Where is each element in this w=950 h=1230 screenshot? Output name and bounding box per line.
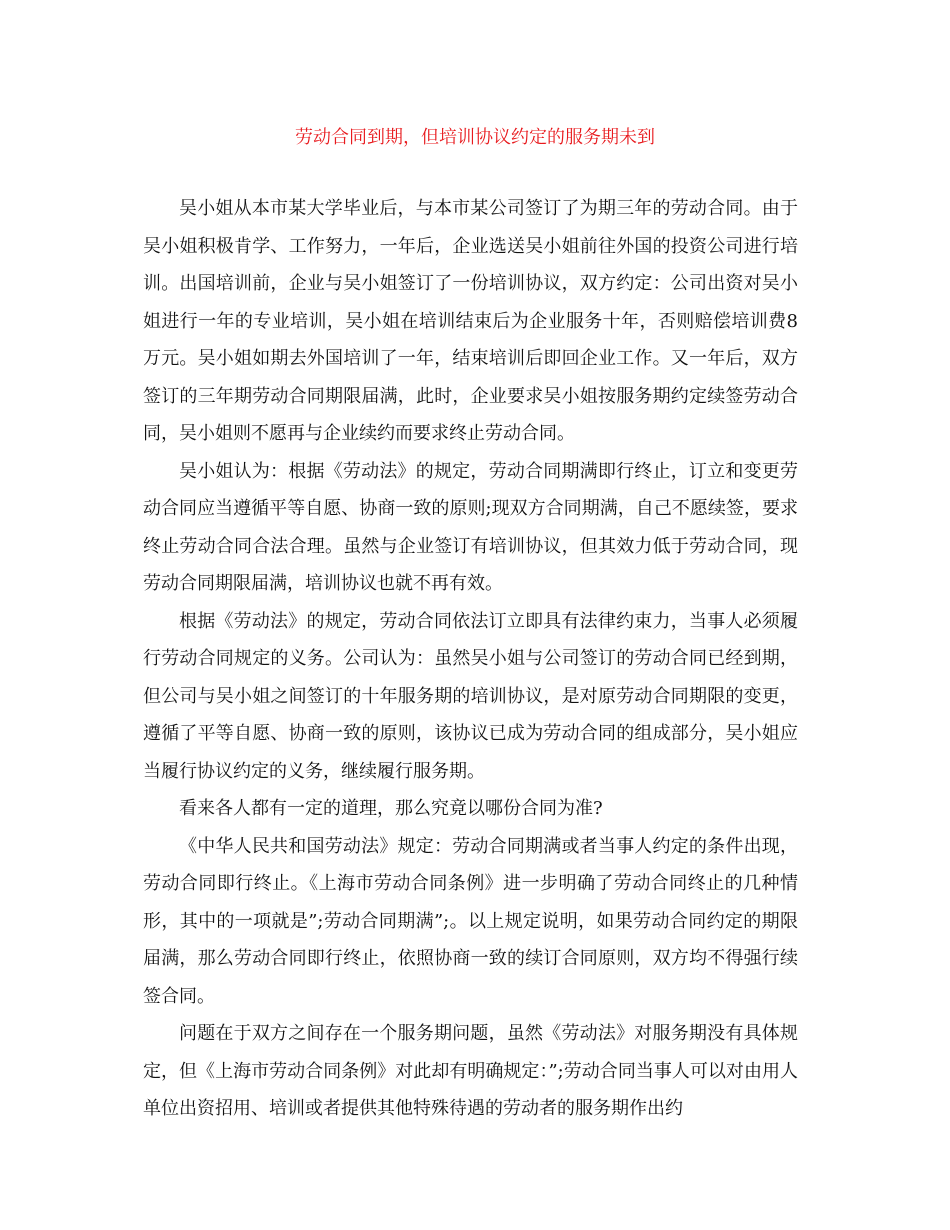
paragraph-1: 吴小姐从本市某大学毕业后，与本市某公司签订了为期三年的劳动合同。由于吴小姐积极肯学、工作努力，一年后，企业选送吴小姐前往外国的投资公司进行培训。出国培训前，企业与吴小姐签订了一份培训协议，双方约定：公司出资对吴小姐进行一年的专业培训，吴小姐在培训结束后为企业服务十年，否则赔偿培训费8万元。吴小姐如期去外国培训了一年，结束培训后即回企业工作。又一年后，双方签订的三年期劳动合同期限届满，此时，企业要求吴小姐按服务期约定续签劳动合同，吴小姐则不愿再与企业续约而要求终止劳动合同。 — [143, 198, 798, 444]
paragraph-6: 问题在于双方之间存在一个服务期问题，虽然《劳动法》对服务期没有具体规定，但《上海市劳动合同条例》对此却有明确规定：”;劳动合同当事人可以对由用人单位出资招用、培训或者提供其他特殊待遇的劳动者的服务期作出约 — [143, 1023, 798, 1119]
paragraph-3: 根据《劳动法》的规定，劳动合同依法订立即具有法律约束力，当事人必须履行劳动合同规定的义务。公司认为：虽然吴小姐与公司签订的劳动合同已经到期，但公司与吴小姐之间签订的十年服务期的培训协议，是对原劳动合同期限的变更，遵循了平等自愿、协商一致的原则，该协议已成为劳动合同的组成部分，吴小姐应当履行协议约定的义务，继续履行服务期。 — [143, 610, 798, 782]
paragraph-5: 《中华人民共和国劳动法》规定：劳动合同期满或者当事人约定的条件出现，劳动合同即行终止。《上海市劳动合同条例》进一步明确了劳动合同终止的几种情形，其中的一项就是”;劳动合同期满”;。以上规定说明，如果劳动合同约定的期限届满，那么劳动合同即行终止，依照协商一致的续订合同原则，双方均不得强行续签合同。 — [143, 835, 798, 1007]
paragraph-4: 看来各人都有一定的道理，那么究竟以哪份合同为准? — [179, 798, 603, 819]
document-body — [143, 190, 798, 1128]
paragraph-2: 吴小姐认为：根据《劳动法》的规定，劳动合同期满即行终止，订立和变更劳动合同应当遵循平等自愿、协商一致的原则;现双方合同期满，自己不愿续签，要求终止劳动合同合法合理。虽然与企业签订有培训协议，但其效力低于劳动合同，现劳动合同期限届满，培训协议也就不再有效。 — [143, 460, 798, 594]
document-title: 劳动合同到期，但培训协议约定的服务期未到 — [295, 127, 655, 148]
